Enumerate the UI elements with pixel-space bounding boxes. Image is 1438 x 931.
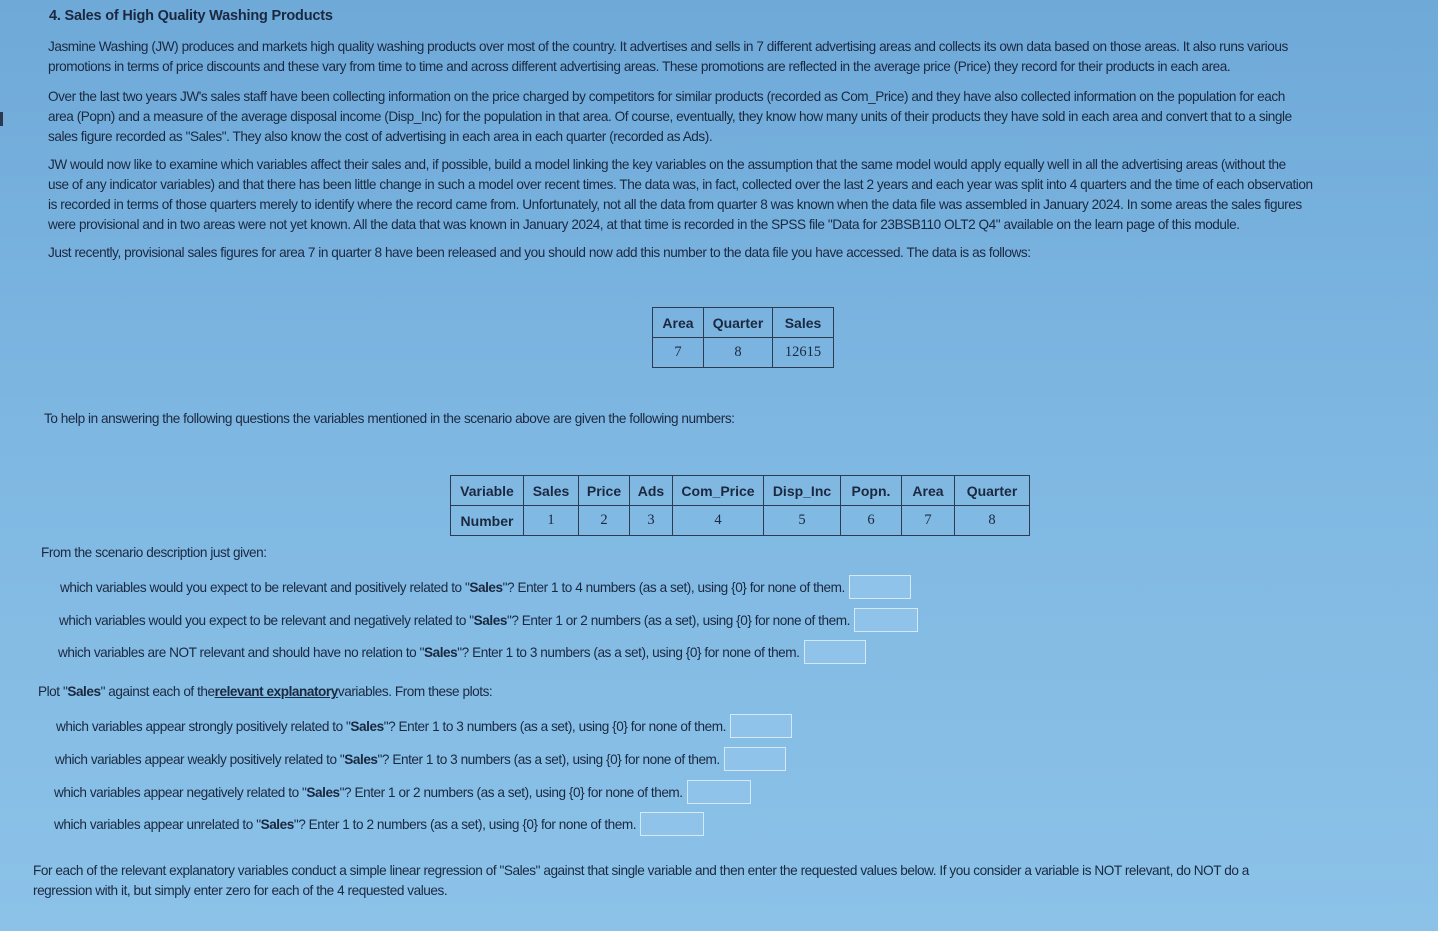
question-sales-word: Sales [424,644,458,660]
question-text: which variables would you expect to be relevant and negatively related to " [59,612,474,628]
question-text: which variables appear negatively related to " [54,784,307,800]
plot-question-negative [54,780,751,804]
plot-intro [38,684,492,699]
question-text: which variables appear strongly positively related to " [56,718,351,734]
plot-question-weakly-positive [55,747,786,771]
numbers-intro: To help in answering the following questions the variables mentioned in the scenario above are given the following numbers: [44,411,735,426]
number-row-label: Number [451,506,524,536]
variable-ads: Ads [630,476,673,506]
scenario-paragraph-3: JW would now like to examine which variables affect their sales and, if possible, build a model linking the key variables on the assumption that the same model would apply equally well in all the advertising areas (without the use of any indicator variables) and that there has been little change in such a model over recent times. The data was, in fact, collected over the last 2 years and each year was split into 4 quarters and the time of each observation is recorded in terms of those quarters merely to identify where the record came from. Unfortunately, not all the data from quarter 8 was known when the data file was assembled in January 2024. In some areas the sales figures were provisional and in two areas were not yet known. All the data that was known in January 2024, at that time is recorded in the SPSS file "Data for 23BSB110 OLT2 Q4" available on the learn page of this module. [48,157,1313,232]
scenario-question-positive [60,575,911,599]
answer-input-strongly-positive[interactable] [730,714,792,738]
plot-intro-text: variables. From these plots: [337,684,493,699]
question-sales-word: Sales [469,579,503,595]
question-text: "? Enter 1 to 2 numbers (as a set), using {0} for none of them. [293,816,637,832]
edge-marker [0,112,3,126]
number-area: 7 [902,506,955,536]
sales-table-header-sales: Sales [773,308,834,338]
question-sales-word: Sales [350,718,384,734]
answer-input-unrelated[interactable] [640,812,704,836]
variable-com-price: Com_Price [673,476,764,506]
number-com-price: 4 [673,506,764,536]
relevant-explanatory-emphasis: relevant explanatory [214,684,338,699]
question-text: which variables are NOT relevant and should have no relation to " [58,644,424,660]
regression-instructions: For each of the relevant explanatory variables conduct a simple linear regression of "Sales" against that single variable and then enter the requested values below. If you consider a variable is NOT relevant, do NOT do a regression with it, but simply enter zero for each of the 4 requested values. [33,863,1249,898]
question-text: "? Enter 1 to 3 numbers (as a set), using {0} for none of them. [383,718,726,734]
scenario-paragraph-4: Just recently, provisional sales figures for area 7 in quarter 8 have been released and you should now add this number to the data file you have accessed. The data is as follows: [48,245,1031,260]
question-text: "? Enter 1 to 3 numbers (as a set), using {0} for none of them. [457,644,800,660]
plot-question-unrelated [54,812,704,836]
provisional-sales-table [652,307,834,368]
sales-table-sales-value: 12615 [773,338,834,368]
question-title: 4. Sales of High Quality Washing Products [49,8,333,24]
scenario-questions-intro: From the scenario description just given: [41,545,267,560]
scenario-paragraph-1: Jasmine Washing (JW) produces and markets high quality washing products over most of the country. It advertises and sells in 7 different advertising areas and collects its own data based on those areas. It also runs various promotions in terms of price discounts and these vary from time to time and across different advertising areas. These promotions are reflected in the average price (Price) they record for their products in each area. [48,39,1288,74]
question-text: which variables would you expect to be relevant and positively related to " [60,579,470,595]
question-text: "? Enter 1 or 2 numbers (as a set), using {0} for none of them. [506,612,850,628]
plot-intro-text: Plot " [38,684,68,699]
question-sales-word: Sales [306,784,340,800]
question-sales-word: Sales [260,816,294,832]
variable-price: Price [579,476,630,506]
sales-table-header-quarter: Quarter [704,308,773,338]
number-ads: 3 [630,506,673,536]
variable-number-table [450,475,1030,536]
scenario-question-not-relevant [58,640,866,664]
scenario-question-negative [59,608,918,632]
sales-table-area-value: 7 [653,338,704,368]
question-sales-word: Sales [473,612,507,628]
answer-input-expected-negative[interactable] [854,608,918,632]
variable-sales: Sales [524,476,579,506]
question-text: "? Enter 1 to 3 numbers (as a set), using {0} for none of them. [377,751,720,767]
sales-table-quarter-value: 8 [704,338,773,368]
variable-disp-inc: Disp_Inc [764,476,841,506]
plot-intro-text: " against each of the [100,684,215,699]
variable-quarter: Quarter [955,476,1030,506]
variable-popn: Popn. [841,476,902,506]
question-text: "? Enter 1 or 2 numbers (as a set), using {0} for none of them. [339,784,683,800]
number-price: 2 [579,506,630,536]
scenario-paragraph-2: Over the last two years JW's sales staff have been collecting information on the price charged by competitors for similar products (recorded as Com_Price) and they have also collected information on the population for each area (Popn) and a measure of the average disposal income (Disp_Inc) for the population in that area. Of course, eventually, they know how many units of their products they have sold in each area and convert that to a single sales figure recorded as "Sales". They also know the cost of advertising in each area in each quarter (recorded as Ads). [48,89,1292,144]
answer-input-weakly-positive[interactable] [724,747,786,771]
plot-question-strongly-positive [56,714,792,738]
sales-table-header-area: Area [653,308,704,338]
variable-header-label: Variable [451,476,524,506]
question-sales-word: Sales [344,751,378,767]
number-popn: 6 [841,506,902,536]
answer-input-expected-positive[interactable] [849,575,911,599]
question-text: which variables appear weakly positively related to " [55,751,345,767]
answer-input-plot-negative[interactable] [687,780,751,804]
question-text: "? Enter 1 to 4 numbers (as a set), using {0} for none of them. [502,579,845,595]
variable-area: Area [902,476,955,506]
question-text: which variables appear unrelated to " [54,816,261,832]
number-disp-inc: 5 [764,506,841,536]
number-quarter: 8 [955,506,1030,536]
number-sales: 1 [524,506,579,536]
answer-input-not-relevant[interactable] [804,640,866,664]
plot-intro-sales-word: Sales [67,684,101,699]
